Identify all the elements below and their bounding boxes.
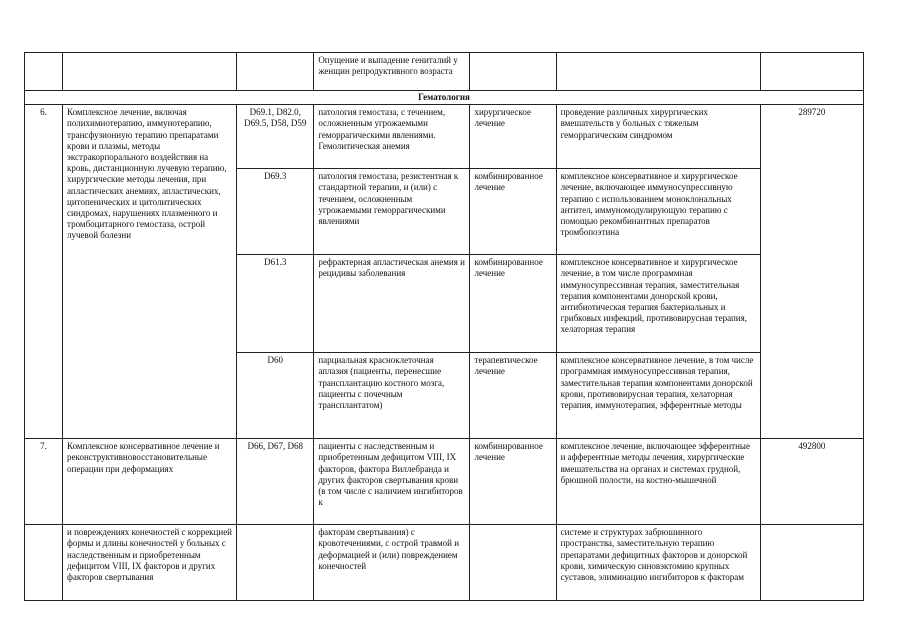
funding-amount-cell <box>760 525 863 601</box>
treatment-method-cell <box>556 53 760 91</box>
treatment-type: комбинированное лечение <box>470 255 556 353</box>
funding-amount-cell <box>760 53 863 91</box>
section-header-row <box>25 91 864 105</box>
patient-model-cell: Опущение и выпадение гениталий у женщин репродуктивного возраста <box>314 53 470 91</box>
patient-model: парциальная красноклеточная аплазия (пациенты, перенесшие трансплантацию костного мозга, пациенты с почечным трансплантатом) <box>314 353 470 439</box>
funding-amount: 289720 <box>760 105 863 439</box>
section-title: Гематология <box>25 91 864 105</box>
treatment-method: комплексное консервативное и хирургическое лечение, включающее иммуносупрессивную терапию с использованием моноклональных антител, иммуномодулирующую терапию с помощью рекомбинантных препаратов тромбопоэтина <box>556 169 760 255</box>
icd-codes: D60 <box>237 353 314 439</box>
patient-model: рефрактерная апластическая анемия и рецидивы заболевания <box>314 255 470 353</box>
table-row <box>25 53 864 91</box>
icd-codes-cell <box>237 53 314 91</box>
treatment-method: комплексное лечение, включающее эфферентные и афферентные методы лечения, хирургические вмешательства на органах и системах грудной, брюшной полости, на костно-мышечной <box>556 439 760 525</box>
row-number-cell <box>25 525 63 601</box>
funding-amount: 492800 <box>760 439 863 525</box>
treatment-method: системе и структурах забрюшинного пространства, заместительную терапию препаратами дефицитных факторов и донорской крови, химическую синовэктомию крупных суставов, элиминацию ингибиторов к факторам <box>556 525 760 601</box>
treatment-type: комбинированное лечение <box>470 169 556 255</box>
patient-model: патология гемостаза, с течением, осложненным угрожаемыми геморрагическими явлениями. Гемолитическая анемия <box>314 105 470 169</box>
table-row <box>25 439 864 525</box>
treatment-type-cell <box>470 53 556 91</box>
patient-model: патология гемостаза, резистентная к стандартной терапии, и (или) с течением, осложненным угрожаемыми геморрагическими явлениями <box>314 169 470 255</box>
icd-codes: D69.3 <box>237 169 314 255</box>
table-row-continued <box>25 525 864 601</box>
care-type-name: Комплексное консервативное лечение и реконструктивновосстановительные операции при деформациях <box>63 439 237 525</box>
care-type-cell <box>63 53 237 91</box>
medical-care-table <box>24 52 864 601</box>
table-row <box>25 105 864 169</box>
row-number: 6. <box>25 105 63 439</box>
care-type-name: и повреждениях конечностей с коррекцией формы и длины конечностей у больных с наследственным и приобретенным дефицитом VIII, IX факторов и других факторов свертывания <box>63 525 237 601</box>
icd-codes: D66, D67, D68 <box>237 439 314 525</box>
icd-codes: D69.1, D82.0, D69.5, D58, D59 <box>237 105 314 169</box>
treatment-type: комбинированное лечение <box>470 439 556 525</box>
treatment-method: комплексное консервативное и хирургическое лечение, в том числе программная иммуносупрессивная терапия, заместительная терапия компонентами донорской крови, антибиотическая терапия бактериальных и грибковых инфекций, противовирусная терапия, хелаторная терапия <box>556 255 760 353</box>
treatment-type: хирургическое лечение <box>470 105 556 169</box>
treatment-type-cell <box>470 525 556 601</box>
patient-model: факторам свертывания) с кровотечениями, с острой травмой и деформацией и (или) повреждением конечностей <box>314 525 470 601</box>
treatment-method: комплексное консервативное лечение, в том числе программная иммуносупрессивная терапия, заместительная терапия компонентами донорской крови, противовирусная терапия, хелаторная терапия, иммунотерапия, эфферентные методы <box>556 353 760 439</box>
row-number: 7. <box>25 439 63 525</box>
icd-codes-cell <box>237 525 314 601</box>
treatment-method: проведение различных хирургических вмешательств у больных с тяжелым геморрагическим синдромом <box>556 105 760 169</box>
row-number-cell <box>25 53 63 91</box>
patient-model: пациенты с наследственным и приобретенным дефицитом VIII, IX факторов, фактора Виллебранда и других факторов свертывания крови (в том числе с наличием ингибиторов к <box>314 439 470 525</box>
care-type-name: Комплексное лечение, включая полихимиотерапию, иммунотерапию, трансфузионную терапию препаратами крови и плазмы, методы экстракорпорального воздействия на кровь, дистанционную лучевую терапию, хирургические методы лечения, при апластических анемиях, апластических, цитопенических и цитолитических синдромах, нарушениях плазменного и тромбоцитарного гемостаза, острой лучевой болезни <box>63 105 237 439</box>
treatment-type: терапевтическое лечение <box>470 353 556 439</box>
icd-codes: D61.3 <box>237 255 314 353</box>
